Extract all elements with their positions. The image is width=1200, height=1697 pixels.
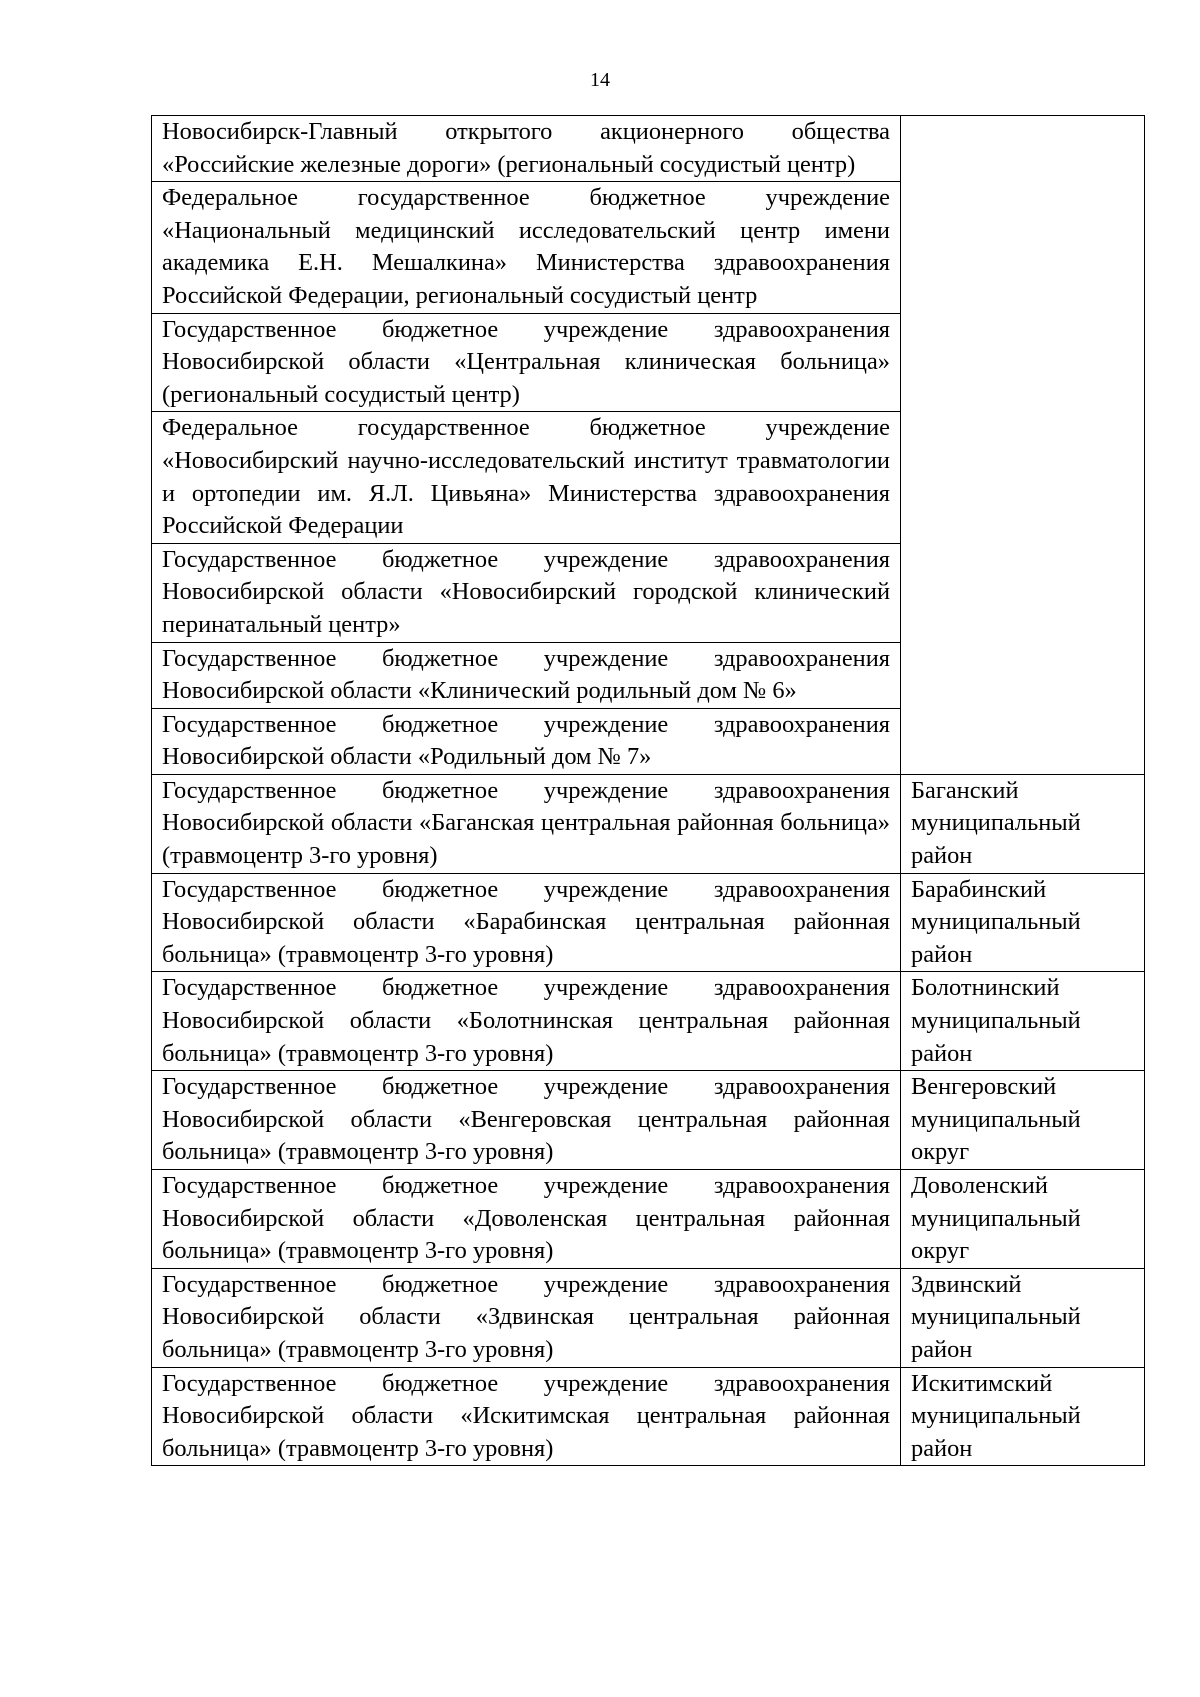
district-cell: Болотнинский муниципальный район	[901, 972, 1145, 1071]
table-row	[152, 1170, 1145, 1269]
institution-cell: Государственное бюджетное учреждение здравоохранения Новосибирской области «Венгеровская центральная районная больница» (травмоцентр 3-го уровня)	[152, 1071, 901, 1170]
table-row	[152, 1367, 1145, 1466]
district-cell-merged	[901, 116, 1145, 775]
district-cell: Баганский муниципальный район	[901, 774, 1145, 873]
institution-cell: Государственное бюджетное учреждение здравоохранения Новосибирской области «Баганская центральная районная больница» (травмоцентр 3-го уровня)	[152, 774, 901, 873]
table-row	[152, 972, 1145, 1071]
institution-cell: Государственное бюджетное учреждение здравоохранения Новосибирской области «Искитимская центральная районная больница» (травмоцентр 3-го уровня)	[152, 1367, 901, 1466]
district-cell: Барабинский муниципальный район	[901, 873, 1145, 972]
district-cell: Здвинский муниципальный район	[901, 1268, 1145, 1367]
table-row	[152, 774, 1145, 873]
institution-cell: Государственное бюджетное учреждение здравоохранения Новосибирской области «Здвинская центральная районная больница» (травмоцентр 3-го уровня)	[152, 1268, 901, 1367]
institution-cell: Новосибирск-Главный открытого акционерного общества «Российские железные дороги» (региональный сосудистый центр)	[152, 116, 901, 182]
institution-cell: Федеральное государственное бюджетное учреждение «Новосибирский научно-исследовательский институт травматологии и ортопедии им. Я.Л. Цивьяна» Министерства здравоохранения Российской Федерации	[152, 412, 901, 543]
table-row	[152, 1268, 1145, 1367]
institution-cell: Федеральное государственное бюджетное учреждение «Национальный медицинский исследовательский центр имени академика Е.Н. Мешалкина» Министерства здравоохранения Российской Федерации, региональный сосудистый центр	[152, 182, 901, 313]
institution-cell: Государственное бюджетное учреждение здравоохранения Новосибирской области «Доволенская центральная районная больница» (травмоцентр 3-го уровня)	[152, 1170, 901, 1269]
page-number: 14	[590, 69, 610, 91]
institution-cell: Государственное бюджетное учреждение здравоохранения Новосибирской области «Клинический родильный дом № 6»	[152, 642, 901, 708]
institution-cell: Государственное бюджетное учреждение здравоохранения Новосибирской области «Болотнинская центральная районная больница» (травмоцентр 3-го уровня)	[152, 972, 901, 1071]
table-row	[152, 873, 1145, 972]
district-cell: Доволенский муниципальный округ	[901, 1170, 1145, 1269]
table-row	[152, 1071, 1145, 1170]
institution-cell: Государственное бюджетное учреждение здравоохранения Новосибирской области «Центральная клиническая больница» (региональный сосудистый центр)	[152, 313, 901, 412]
district-cell: Венгеровский муниципальный округ	[901, 1071, 1145, 1170]
institution-cell: Государственное бюджетное учреждение здравоохранения Новосибирской области «Родильный дом № 7»	[152, 708, 901, 774]
table-row	[152, 116, 1145, 182]
institution-cell: Государственное бюджетное учреждение здравоохранения Новосибирской области «Новосибирский городской клинический перинатальный центр»	[152, 543, 901, 642]
institution-cell: Государственное бюджетное учреждение здравоохранения Новосибирской области «Барабинская центральная районная больница» (травмоцентр 3-го уровня)	[152, 873, 901, 972]
institutions-table	[151, 115, 1145, 1466]
district-cell: Искитимский муниципальный район	[901, 1367, 1145, 1466]
